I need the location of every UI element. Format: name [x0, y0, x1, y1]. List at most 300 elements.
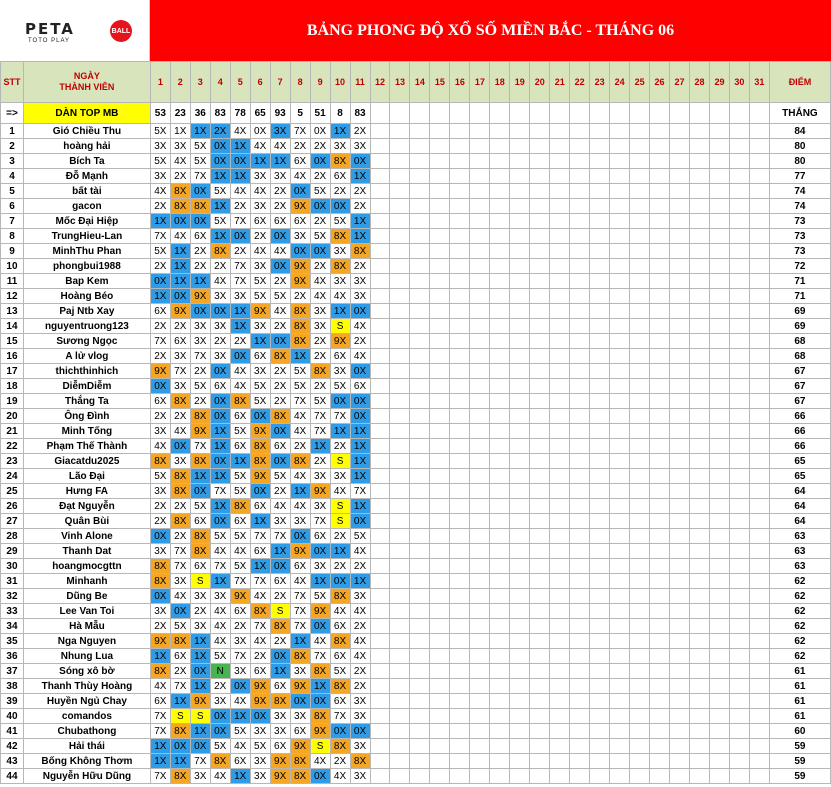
empty-cell: [530, 409, 550, 424]
day-result-cell: 6X: [230, 514, 250, 529]
empty-cell: [610, 589, 630, 604]
empty-cell: [630, 514, 650, 529]
empty-cell: [729, 694, 749, 709]
header-day: 6: [250, 62, 270, 103]
empty-cell: [570, 379, 590, 394]
empty-cell: [650, 484, 670, 499]
row-stt: 10: [1, 259, 24, 274]
empty-cell: [410, 769, 430, 784]
day-result-cell: 3X: [330, 274, 350, 289]
empty-cell: [749, 589, 769, 604]
empty-cell: [550, 139, 570, 154]
row-stt: 34: [1, 619, 24, 634]
day-result-cell: 3X: [190, 319, 210, 334]
day-result-cell: 3X: [230, 634, 250, 649]
empty-cell: [729, 544, 749, 559]
day-result-cell: 3X: [190, 334, 210, 349]
table-row: [1, 589, 831, 604]
day-result-cell: 6X: [150, 694, 170, 709]
page-title: BẢNG PHONG ĐỘ XỔ SỐ MIỀN BẮC - THÁNG 06: [150, 0, 831, 61]
day-result-cell: 2X: [170, 319, 190, 334]
day-result-cell: 3X: [330, 139, 350, 154]
day-result-cell: 2X: [170, 169, 190, 184]
day-result-cell: 5X: [270, 469, 290, 484]
day-result-cell: 7X: [290, 619, 310, 634]
empty-cell: [749, 349, 769, 364]
empty-cell: [749, 754, 769, 769]
empty-cell: [650, 709, 670, 724]
day-result-cell: 3X: [190, 589, 210, 604]
empty-cell: [690, 649, 710, 664]
empty-cell: [470, 769, 490, 784]
day-result-cell: 1X: [330, 424, 350, 439]
empty-cell: [709, 574, 729, 589]
empty-cell: [490, 139, 510, 154]
day-result-cell: 0X: [310, 124, 330, 139]
day-result-cell: 7X: [170, 679, 190, 694]
day-result-cell: 0X: [270, 424, 290, 439]
empty-cell: [510, 544, 530, 559]
empty-cell: [510, 319, 530, 334]
empty-cell: [610, 319, 630, 334]
empty-cell: [670, 184, 690, 199]
member-name: Huyền Ngủ Chay: [23, 694, 150, 709]
empty-cell: [390, 619, 410, 634]
empty-cell: [530, 529, 550, 544]
day-result-cell: 3X: [270, 169, 290, 184]
day-result-cell: 4X: [210, 769, 230, 784]
day-result-cell: 4X: [310, 274, 330, 289]
empty-cell: [370, 694, 390, 709]
empty-cell: [450, 274, 470, 289]
empty-cell: [729, 709, 749, 724]
empty-cell: [410, 184, 430, 199]
empty-cell: [610, 379, 630, 394]
empty-cell: [430, 139, 450, 154]
empty-cell: [709, 379, 729, 394]
row-stt: 44: [1, 769, 24, 784]
day-result-cell: 5X: [150, 124, 170, 139]
empty-cell: [650, 184, 670, 199]
day-result-cell: 5X: [310, 394, 330, 409]
day-result-cell: 5X: [150, 244, 170, 259]
empty-cell: [610, 124, 630, 139]
day-result-cell: 0X: [150, 529, 170, 544]
day-result-cell: 6X: [310, 529, 330, 544]
day-result-cell: 2X: [330, 754, 350, 769]
day-result-cell: 1X: [170, 754, 190, 769]
empty-cell: [630, 469, 650, 484]
empty-cell: [470, 469, 490, 484]
day-result-cell: 3X: [210, 349, 230, 364]
day-result-cell: 2X: [230, 199, 250, 214]
empty-cell: [470, 724, 490, 739]
header-day: 16: [450, 62, 470, 103]
empty-cell: [410, 199, 430, 214]
empty-cell: [530, 154, 550, 169]
empty-cell: [570, 364, 590, 379]
empty-cell: [470, 739, 490, 754]
empty-cell: [709, 139, 729, 154]
empty-cell: [709, 274, 729, 289]
dan-top-arrow: =>: [1, 103, 24, 124]
day-result-cell: 0X: [330, 574, 350, 589]
empty-cell: [709, 514, 729, 529]
empty-cell: [630, 574, 650, 589]
empty-cell: [410, 694, 430, 709]
empty-cell: [450, 169, 470, 184]
table-row: [1, 304, 831, 319]
empty-cell: [470, 604, 490, 619]
empty-cell: [590, 379, 610, 394]
empty-cell: [510, 694, 530, 709]
day-result-cell: 5X: [250, 739, 270, 754]
empty-cell: [430, 154, 450, 169]
empty-cell: [690, 694, 710, 709]
row-stt: 31: [1, 574, 24, 589]
member-name: hoàng hải: [23, 139, 150, 154]
empty-cell: [749, 103, 769, 124]
day-result-cell: 4X: [230, 694, 250, 709]
empty-cell: [630, 289, 650, 304]
day-result-cell: 8X: [330, 259, 350, 274]
empty-cell: [490, 724, 510, 739]
empty-cell: [690, 289, 710, 304]
empty-cell: [410, 379, 430, 394]
empty-cell: [690, 244, 710, 259]
table-row: [1, 259, 831, 274]
day-result-cell: 6X: [230, 754, 250, 769]
day-result-cell: 5X: [290, 364, 310, 379]
table-row: [1, 484, 831, 499]
day-result-cell: 2X: [190, 364, 210, 379]
member-name: Sương Ngọc: [23, 334, 150, 349]
empty-cell: [390, 544, 410, 559]
empty-cell: [670, 289, 690, 304]
day-result-cell: 2X: [230, 334, 250, 349]
empty-cell: [390, 439, 410, 454]
empty-cell: [610, 199, 630, 214]
empty-cell: [749, 214, 769, 229]
empty-cell: [410, 169, 430, 184]
empty-cell: [410, 139, 430, 154]
empty-cell: [550, 184, 570, 199]
day-result-cell: 8X: [330, 634, 350, 649]
day-result-cell: 1X: [170, 694, 190, 709]
day-result-cell: 0X: [210, 724, 230, 739]
empty-cell: [650, 244, 670, 259]
day-result-cell: 5X: [310, 589, 330, 604]
empty-cell: [470, 664, 490, 679]
empty-cell: [630, 454, 650, 469]
empty-cell: [650, 439, 670, 454]
empty-cell: [590, 229, 610, 244]
empty-cell: [530, 769, 550, 784]
empty-cell: [490, 574, 510, 589]
day-result-cell: 1X: [150, 754, 170, 769]
empty-cell: [590, 124, 610, 139]
table-row: [1, 694, 831, 709]
empty-cell: [570, 274, 590, 289]
empty-cell: [749, 334, 769, 349]
empty-cell: [749, 769, 769, 784]
empty-cell: [590, 574, 610, 589]
empty-cell: [390, 454, 410, 469]
member-name: hoangmocgttn: [23, 559, 150, 574]
day-result-cell: 0X: [210, 454, 230, 469]
day-result-cell: 8X: [150, 559, 170, 574]
day-result-cell: 2X: [310, 259, 330, 274]
empty-cell: [390, 364, 410, 379]
empty-cell: [510, 289, 530, 304]
day-result-cell: 7X: [230, 274, 250, 289]
day-result-cell: 5X: [250, 394, 270, 409]
empty-cell: [510, 424, 530, 439]
empty-cell: [430, 364, 450, 379]
empty-cell: [729, 319, 749, 334]
empty-cell: [610, 769, 630, 784]
header-day: 4: [210, 62, 230, 103]
empty-cell: [709, 409, 729, 424]
dan-top-number: 23: [170, 103, 190, 124]
empty-cell: [470, 394, 490, 409]
empty-cell: [670, 154, 690, 169]
day-result-cell: 0X: [330, 724, 350, 739]
member-name: Hải thái: [23, 739, 150, 754]
day-result-cell: 2X: [350, 619, 370, 634]
day-result-cell: 1X: [230, 769, 250, 784]
empty-cell: [550, 364, 570, 379]
row-stt: 6: [1, 199, 24, 214]
day-result-cell: 2X: [310, 139, 330, 154]
empty-cell: [630, 184, 650, 199]
empty-cell: [570, 634, 590, 649]
day-result-cell: 4X: [170, 589, 190, 604]
empty-cell: [550, 229, 570, 244]
header-day: 17: [470, 62, 490, 103]
member-name: Phạm Thế Thành: [23, 439, 150, 454]
header-day: 2: [170, 62, 190, 103]
empty-cell: [510, 154, 530, 169]
empty-cell: [690, 349, 710, 364]
member-name: Paj Ntb Xay: [23, 304, 150, 319]
header-day: 9: [310, 62, 330, 103]
empty-cell: [450, 574, 470, 589]
empty-cell: [709, 349, 729, 364]
empty-cell: [390, 184, 410, 199]
empty-cell: [749, 199, 769, 214]
empty-cell: [450, 454, 470, 469]
empty-cell: [610, 529, 630, 544]
empty-cell: [690, 439, 710, 454]
empty-cell: [530, 379, 550, 394]
day-result-cell: 2X: [290, 289, 310, 304]
member-score: 67: [769, 394, 830, 409]
member-name: Nga Nguyen: [23, 634, 150, 649]
row-stt: 1: [1, 124, 24, 139]
empty-cell: [550, 619, 570, 634]
day-result-cell: 6X: [250, 349, 270, 364]
empty-cell: [570, 754, 590, 769]
empty-cell: [510, 199, 530, 214]
day-result-cell: S: [190, 574, 210, 589]
empty-cell: [630, 394, 650, 409]
member-score: 62: [769, 649, 830, 664]
empty-cell: [450, 694, 470, 709]
empty-cell: [510, 409, 530, 424]
logo: [0, 0, 150, 61]
empty-cell: [370, 199, 390, 214]
day-result-cell: 2X: [310, 379, 330, 394]
day-result-cell: 8X: [310, 664, 330, 679]
empty-cell: [390, 244, 410, 259]
empty-cell: [550, 694, 570, 709]
empty-cell: [510, 574, 530, 589]
empty-cell: [650, 769, 670, 784]
empty-cell: [650, 139, 670, 154]
empty-cell: [550, 334, 570, 349]
empty-cell: [670, 439, 690, 454]
empty-cell: [570, 724, 590, 739]
day-result-cell: 0X: [310, 544, 330, 559]
empty-cell: [410, 679, 430, 694]
empty-cell: [430, 274, 450, 289]
empty-cell: [550, 439, 570, 454]
empty-cell: [530, 424, 550, 439]
empty-cell: [749, 739, 769, 754]
day-result-cell: 6X: [290, 559, 310, 574]
empty-cell: [370, 649, 390, 664]
empty-cell: [709, 304, 729, 319]
empty-cell: [550, 379, 570, 394]
day-result-cell: 1X: [350, 469, 370, 484]
member-name: bất tài: [23, 184, 150, 199]
empty-cell: [729, 469, 749, 484]
day-result-cell: 9X: [250, 694, 270, 709]
empty-cell: [410, 559, 430, 574]
day-result-cell: 5X: [250, 289, 270, 304]
empty-cell: [630, 724, 650, 739]
day-result-cell: 8X: [290, 649, 310, 664]
empty-cell: [650, 634, 670, 649]
header-day: 27: [670, 62, 690, 103]
day-result-cell: 5X: [250, 274, 270, 289]
day-result-cell: 1X: [230, 709, 250, 724]
empty-cell: [410, 754, 430, 769]
day-result-cell: 8X: [250, 454, 270, 469]
member-name: nguyentruong123: [23, 319, 150, 334]
empty-cell: [530, 289, 550, 304]
empty-cell: [370, 544, 390, 559]
empty-cell: [410, 574, 430, 589]
empty-cell: [550, 544, 570, 559]
header-day: 26: [650, 62, 670, 103]
empty-cell: [709, 499, 729, 514]
empty-cell: [610, 409, 630, 424]
empty-cell: [690, 424, 710, 439]
day-result-cell: 8X: [150, 454, 170, 469]
day-result-cell: 0X: [170, 214, 190, 229]
empty-cell: [729, 574, 749, 589]
day-result-cell: 3X: [210, 319, 230, 334]
empty-cell: [749, 139, 769, 154]
day-result-cell: 3X: [350, 709, 370, 724]
empty-cell: [450, 664, 470, 679]
empty-cell: [390, 514, 410, 529]
empty-cell: [490, 289, 510, 304]
empty-cell: [590, 364, 610, 379]
empty-cell: [749, 319, 769, 334]
day-result-cell: 5X: [150, 469, 170, 484]
member-score: 74: [769, 199, 830, 214]
empty-cell: [709, 454, 729, 469]
day-result-cell: 1X: [310, 574, 330, 589]
empty-cell: [610, 739, 630, 754]
empty-cell: [390, 424, 410, 439]
empty-cell: [510, 394, 530, 409]
day-result-cell: 9X: [170, 304, 190, 319]
empty-cell: [729, 754, 749, 769]
day-result-cell: 3X: [250, 319, 270, 334]
member-name: Sóng xô bờ: [23, 664, 150, 679]
day-result-cell: 0X: [350, 394, 370, 409]
day-result-cell: 7X: [150, 769, 170, 784]
empty-cell: [530, 229, 550, 244]
empty-cell: [410, 214, 430, 229]
empty-cell: [490, 529, 510, 544]
day-result-cell: 8X: [290, 304, 310, 319]
empty-cell: [709, 709, 729, 724]
day-result-cell: 4X: [230, 379, 250, 394]
member-score: 62: [769, 619, 830, 634]
empty-cell: [610, 544, 630, 559]
day-result-cell: 1X: [350, 214, 370, 229]
day-result-cell: 8X: [250, 604, 270, 619]
day-result-cell: 6X: [290, 724, 310, 739]
day-result-cell: 8X: [330, 679, 350, 694]
member-name: comandos: [23, 709, 150, 724]
empty-cell: [370, 184, 390, 199]
empty-cell: [550, 274, 570, 289]
day-result-cell: 0X: [350, 154, 370, 169]
day-result-cell: 8X: [170, 394, 190, 409]
empty-cell: [749, 514, 769, 529]
empty-cell: [390, 754, 410, 769]
day-result-cell: 2X: [190, 244, 210, 259]
member-score: 62: [769, 574, 830, 589]
day-result-cell: 5X: [190, 499, 210, 514]
member-name: Minh Tống: [23, 424, 150, 439]
row-stt: 20: [1, 409, 24, 424]
day-result-cell: 5X: [230, 424, 250, 439]
empty-cell: [670, 469, 690, 484]
empty-cell: [550, 649, 570, 664]
empty-cell: [490, 169, 510, 184]
empty-cell: [450, 304, 470, 319]
day-result-cell: 2X: [350, 124, 370, 139]
empty-cell: [749, 124, 769, 139]
day-result-cell: 7X: [250, 619, 270, 634]
day-result-cell: 0X: [270, 454, 290, 469]
empty-cell: [530, 649, 550, 664]
day-result-cell: 1X: [250, 334, 270, 349]
day-result-cell: 2X: [150, 514, 170, 529]
empty-cell: [390, 694, 410, 709]
day-result-cell: 3X: [310, 304, 330, 319]
empty-cell: [590, 469, 610, 484]
day-result-cell: 3X: [350, 739, 370, 754]
empty-cell: [729, 424, 749, 439]
